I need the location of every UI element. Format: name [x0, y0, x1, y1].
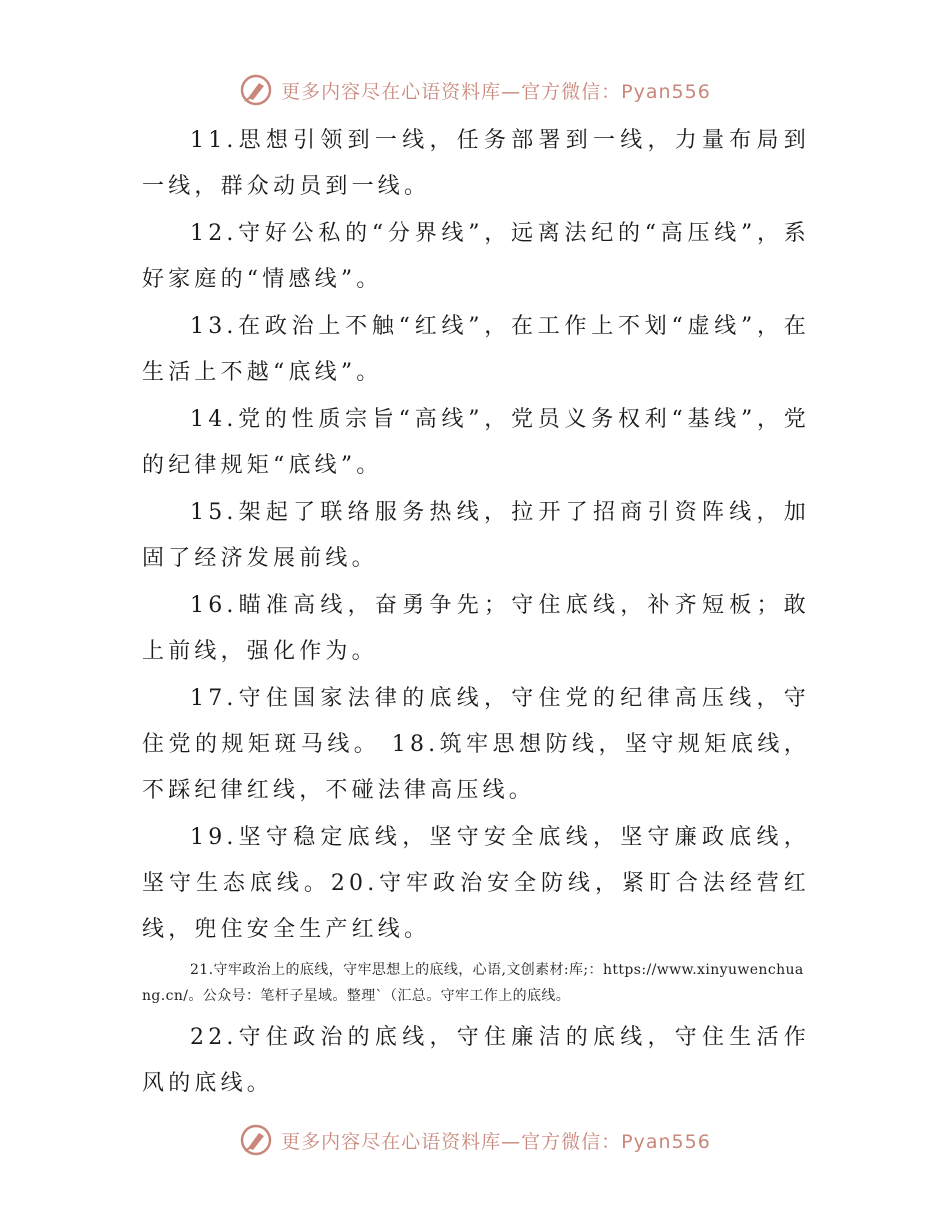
- paragraph-17-18: 17.守住国家法律的底线，守住党的纪律高压线，守住党的规矩斑马线。 18.筑牢思想防线，坚守规矩底线，不踩纪律红线，不碰法律高压线。: [142, 686, 810, 803]
- header-banner: [0, 70, 950, 110]
- paragraph-16: 16.瞄准高线，奋勇争先；守住底线，补齐短板；敢上前线，强化作为。: [142, 593, 810, 664]
- footer-banner: [0, 1120, 950, 1160]
- banner-text: 更多内容尽在心语资料库—官方微信：Pyan556: [281, 80, 711, 103]
- document-body: [142, 118, 810, 1107]
- paragraph-14: 14.党的性质宗旨“高线”，党员义务权利“基线”，党的纪律规矩“底线”。: [142, 407, 810, 478]
- banner-text: 更多内容尽在心语资料库—官方微信：Pyan556: [281, 1130, 711, 1153]
- paragraph-11: 11.思想引领到一线，任务部署到一线，力量布局到一线，群众动员到一线。: [142, 128, 810, 199]
- paragraph-13: 13.在政治上不触“红线”，在工作上不划“虚线”，在生活上不越“底线”。: [142, 314, 810, 385]
- paragraph-21-small: 21.守牢政治上的底线，守牢思想上的底线，心语,文创素材:库;：https://www.xinyuwenchuang.cn/。公众号：笔杆子星域。整理`（汇总。守牢工作上的底线。: [142, 962, 804, 1004]
- pen-nib-logo-icon: [239, 1123, 273, 1157]
- paragraph-19-20: 19.坚守稳定底线，坚守安全底线，坚守廉政底线，坚守生态底线。20.守牢政治安全防线，紧盯合法经营红线，兜住安全生产红线。: [142, 825, 810, 942]
- paragraph-12: 12.守好公私的“分界线”，远离法纪的“高压线”，系好家庭的“情感线”。: [142, 221, 810, 292]
- paragraph-22: 22.守住政治的底线，守住廉洁的底线，守住生活作风的底线。: [142, 1025, 810, 1096]
- paragraph-15: 15.架起了联络服务热线，拉开了招商引资阵线，加固了经济发展前线。: [142, 500, 810, 571]
- pen-nib-logo-icon: [239, 73, 273, 107]
